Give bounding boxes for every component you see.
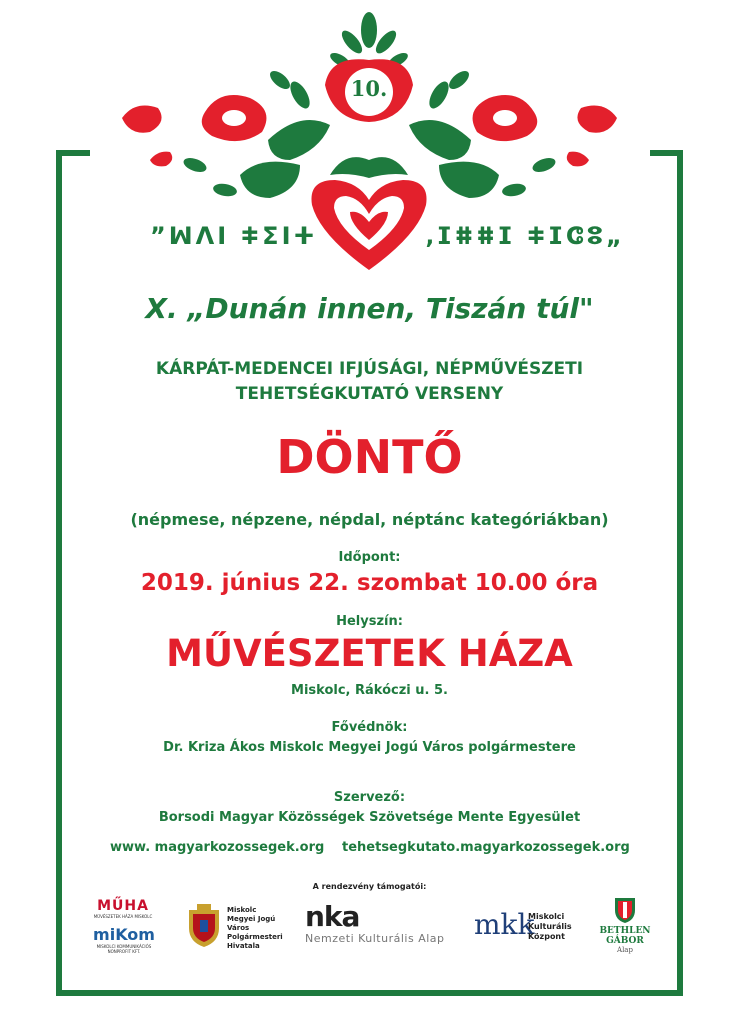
website-1[interactable]: www. magyarkozossegek.org	[110, 840, 325, 855]
bethlen-title: BETHLEN GÁBOR	[599, 926, 651, 946]
shield-icon	[613, 896, 637, 924]
venue-value: MŰVÉSZETEK HÁZA	[166, 632, 573, 675]
coat-of-arms-icon	[185, 902, 223, 948]
mkk-line-3: Központ	[528, 932, 565, 941]
nka-text: Nemzeti Kulturális Alap	[305, 932, 445, 945]
edition-number: 10.	[350, 76, 388, 101]
mkk-line-2: Kulturális	[528, 922, 572, 931]
sponsors-label: A rendezvény támogatói:	[312, 882, 427, 891]
categories: (népmese, népzene, népdal, néptánc kategóriákban)	[130, 510, 609, 529]
nka-mark: nka	[305, 900, 360, 933]
muha-logo	[88, 898, 158, 919]
mkk-mark: mkk	[474, 908, 535, 941]
organizer-value: Borsodi Magyar Közösségek Szövetsége Mente Egyesület	[158, 810, 581, 825]
rovas-right: ‚ⵊⵌⵌⵊ ⵐⵊⵛⵓ„	[425, 222, 625, 250]
mikom-sub-1: MISKOLCI KOMMUNIKÁCIÓS	[96, 944, 152, 949]
mikom-logo	[84, 925, 164, 954]
time-label: Időpont:	[338, 550, 401, 565]
venue-label: Helyszín:	[336, 614, 403, 629]
city-line-4: Hivatala	[227, 942, 260, 950]
city-line-3: Polgármesteri	[227, 933, 283, 941]
patron-label: Fővédnök:	[331, 720, 408, 735]
mikom-sub-2: NONPROFIT KFT.	[107, 949, 141, 954]
bethlen-sub: Alap	[617, 946, 633, 954]
event-title: X. „Dunán innen, Tiszán túl"	[145, 292, 594, 325]
city-line-1: Miskolc	[227, 906, 257, 914]
headline: DÖNTŐ	[276, 430, 463, 484]
mikom-title: miKom	[93, 925, 155, 944]
subtitle-line-1: KÁRPÁT-MEDENCEI IFJÚSÁGI, NÉPMŰVÉSZETI	[155, 359, 584, 379]
organizer-label: Szervező:	[333, 790, 406, 805]
nka-logo	[305, 902, 465, 945]
muha-title: MŰHA	[97, 898, 149, 914]
patron-value: Dr. Kriza Ákos Miskolc Megyei Jogú Város polgármestere	[163, 740, 576, 755]
mkk-logo	[474, 908, 584, 948]
city-coat-of-arms-logo	[185, 900, 295, 950]
bethlen-gabor-logo	[585, 896, 665, 954]
mkk-line-1: Miskolci	[528, 912, 565, 921]
venue-address: Miskolc, Rákóczi u. 5.	[291, 683, 448, 698]
time-value: 2019. június 22. szombat 10.00 óra	[140, 570, 599, 596]
muha-sub: MŰVÉSZETEK HÁZA MISKOLC	[93, 914, 153, 919]
rovas-script-line	[0, 222, 739, 262]
city-line-2: Megyei Jogú Város	[227, 915, 276, 932]
subtitle-line-2: TEHETSÉGKUTATÓ VERSENY	[235, 384, 504, 404]
website-2[interactable]: tehetsegkutato.magyarkozossegek.org	[342, 840, 630, 855]
rovas-left: ”ꟽⴷⵏ ⵐⵉⵏⵜ	[150, 222, 318, 250]
